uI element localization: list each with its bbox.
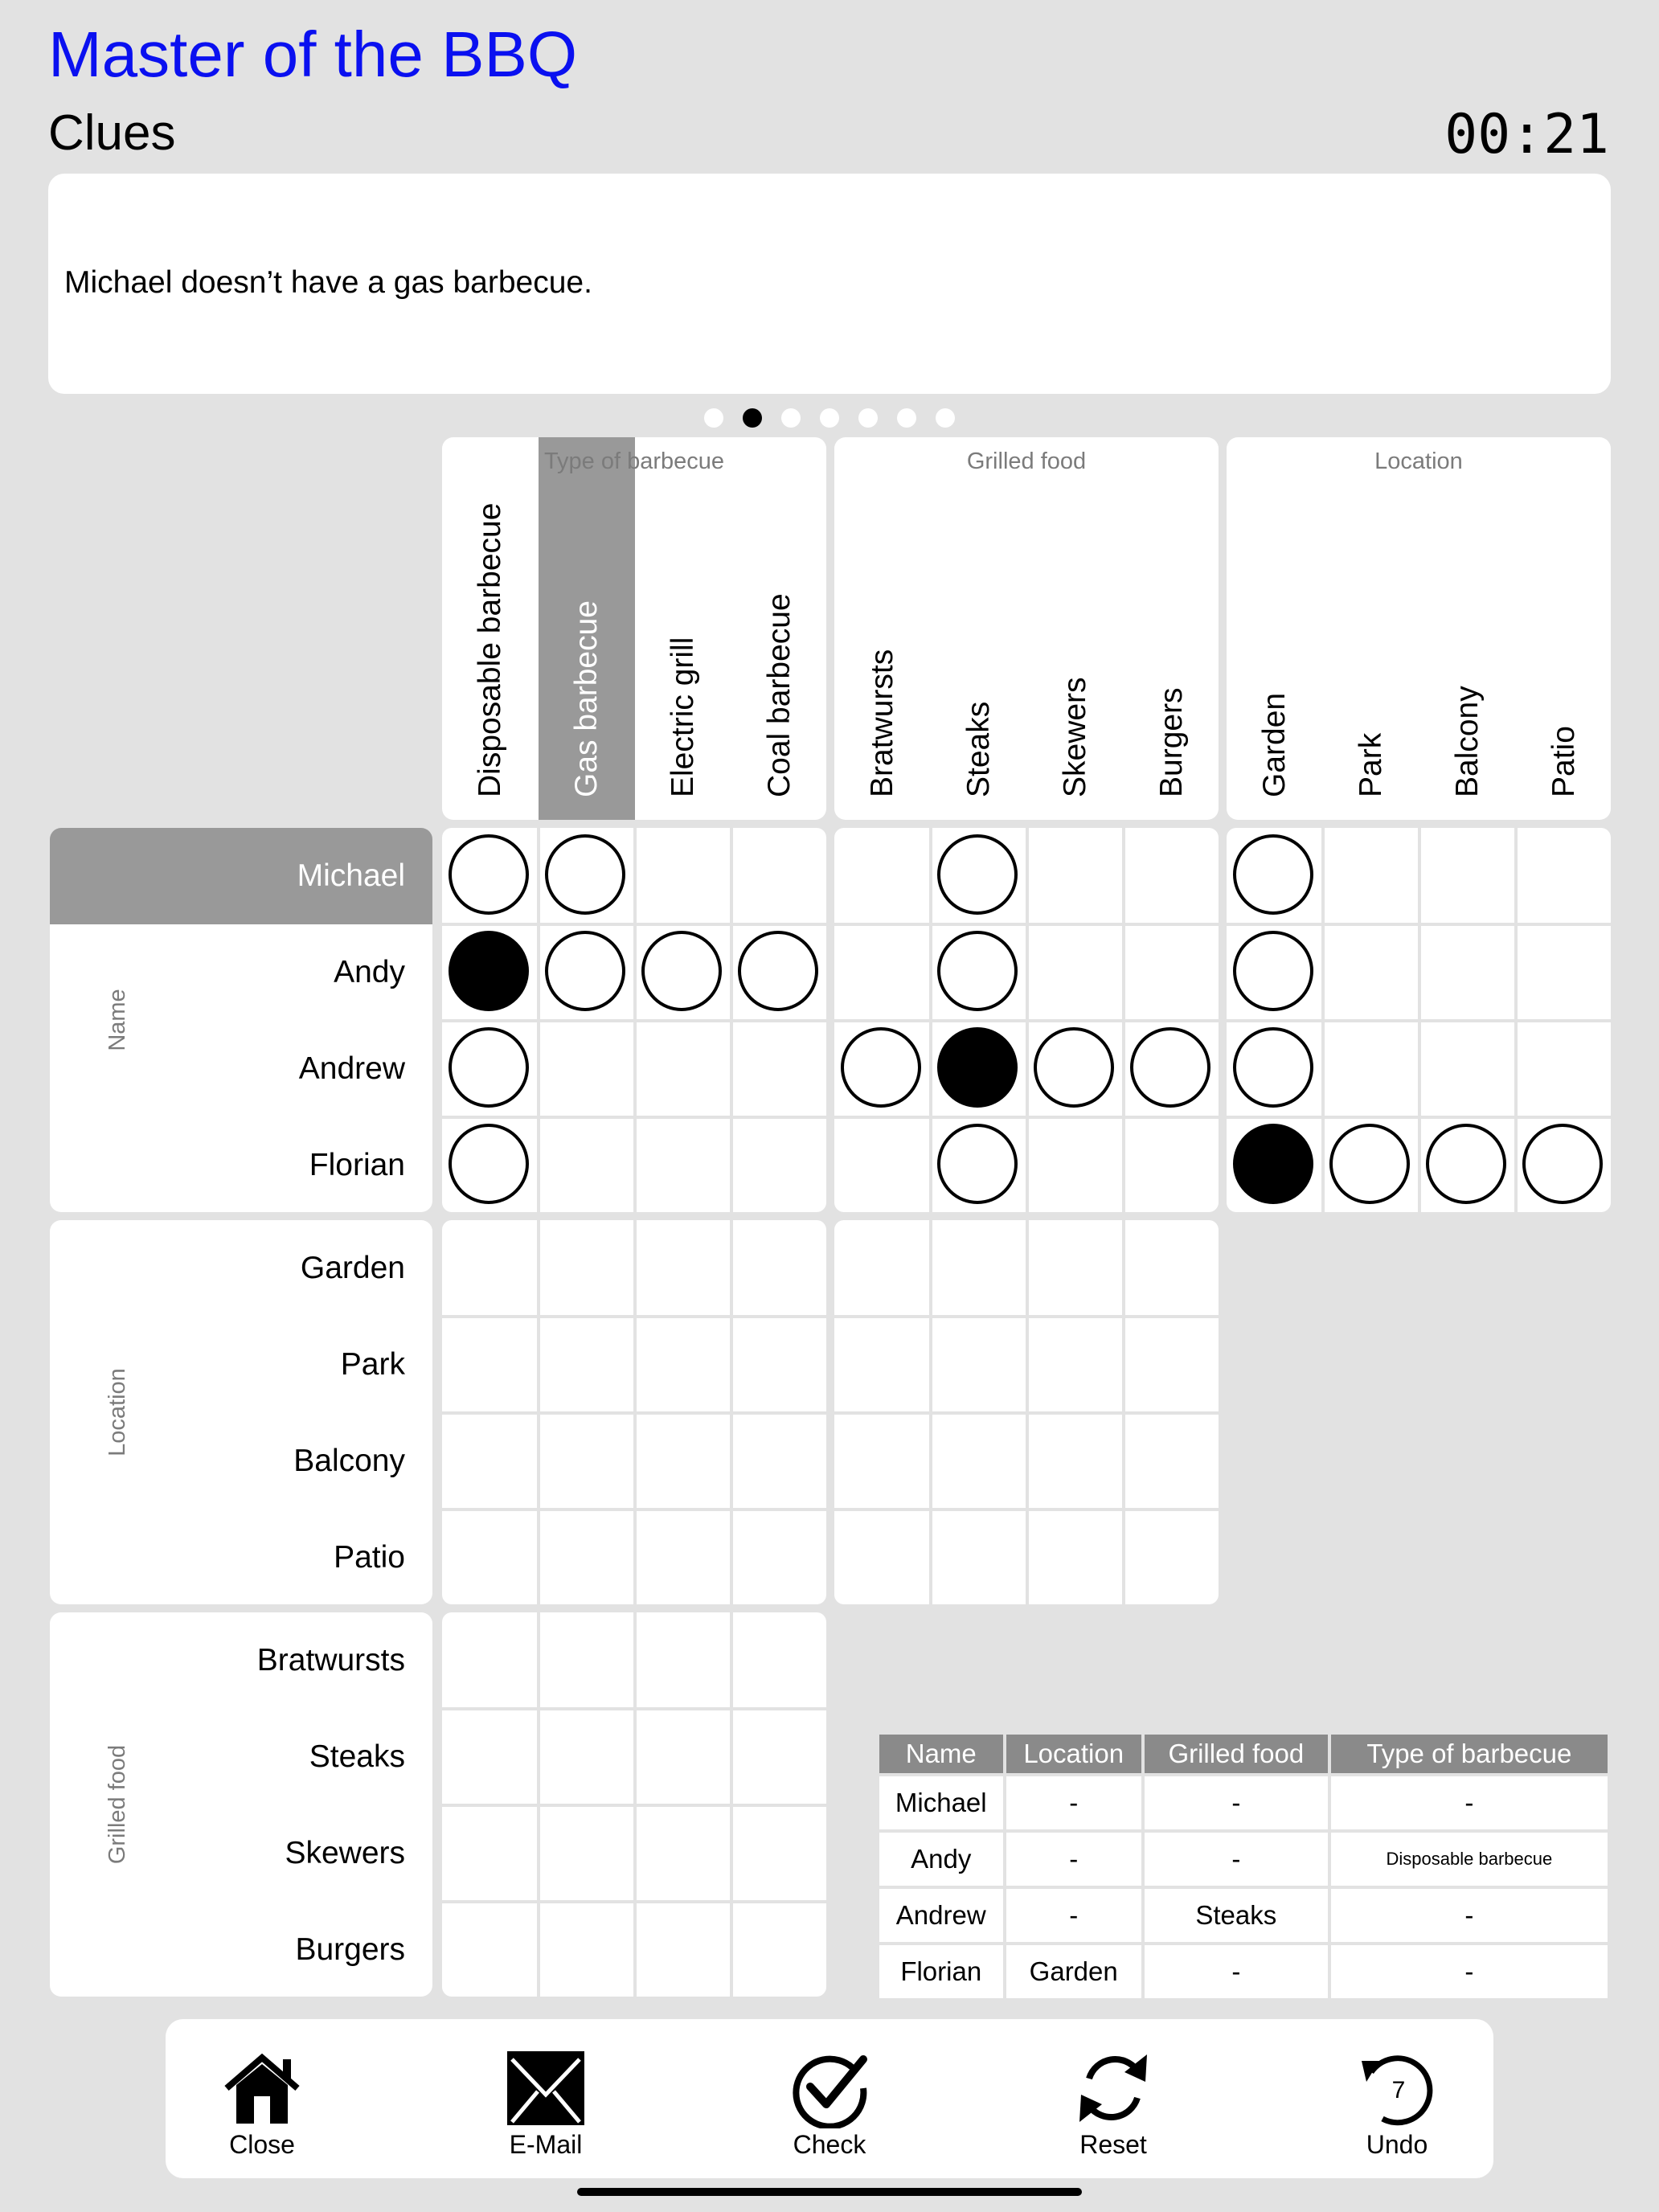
grid-cell[interactable] — [539, 1902, 635, 1997]
empty-circle-mark — [1233, 1027, 1313, 1108]
row-label: Andy — [334, 955, 405, 989]
grid-cell[interactable] — [1323, 1117, 1419, 1212]
email-button[interactable] — [465, 2048, 626, 2160]
grid-cell[interactable] — [442, 828, 539, 924]
grid-cell[interactable] — [635, 828, 731, 924]
grid-line — [1514, 828, 1518, 1212]
empty-circle-mark — [449, 1124, 529, 1204]
empty-circle-mark — [841, 1027, 921, 1108]
empty-circle-mark — [449, 834, 529, 915]
grid-cell[interactable] — [635, 1317, 731, 1413]
grid-cell[interactable] — [834, 1509, 931, 1604]
grid-cell[interactable] — [1516, 1021, 1611, 1117]
clue-card[interactable] — [48, 174, 1611, 394]
grid-line — [730, 828, 733, 1212]
column-header-bratwursts[interactable] — [834, 437, 931, 820]
grid-cell[interactable] — [1227, 828, 1323, 924]
grid-cell[interactable] — [1027, 924, 1124, 1021]
grid-name-type — [442, 828, 826, 1212]
summary-header: Location — [1006, 1735, 1141, 1773]
grid-cell[interactable] — [731, 1021, 826, 1117]
grid-line — [834, 1019, 1219, 1022]
grid-cell[interactable] — [1027, 1317, 1124, 1413]
undo-count: 7 — [1391, 2077, 1406, 2103]
grid-cell[interactable] — [731, 1117, 826, 1212]
empty-circle-mark — [1034, 1027, 1114, 1108]
summary-header: Grilled food — [1145, 1735, 1328, 1773]
grid-cell[interactable] — [539, 1509, 635, 1604]
grid-cell[interactable] — [1027, 1117, 1124, 1212]
summary-cell: Garden — [1006, 1945, 1141, 1998]
summary-cell: - — [1006, 1833, 1141, 1886]
row-label: Andrew — [298, 1051, 405, 1086]
grid-cell[interactable] — [635, 1413, 731, 1509]
grid-cell[interactable] — [931, 1509, 1027, 1604]
row-label: Patio — [334, 1540, 405, 1575]
grid-cell[interactable] — [1227, 1117, 1323, 1212]
group-title-location: Location — [1374, 449, 1463, 474]
grid-cell[interactable] — [931, 1317, 1027, 1413]
row-header-bratwursts[interactable] — [50, 1612, 432, 1709]
grid-cell[interactable] — [1124, 1117, 1219, 1212]
grid-cell[interactable] — [539, 1709, 635, 1805]
grid-cell[interactable] — [1124, 1021, 1219, 1117]
grid-cell[interactable] — [442, 1612, 539, 1709]
grid-cell[interactable] — [1516, 828, 1611, 924]
grid-cell[interactable] — [539, 1317, 635, 1413]
grid-line — [1122, 828, 1125, 1212]
row-header-burgers[interactable] — [50, 1902, 432, 1997]
pager-dot[interactable] — [743, 408, 762, 428]
column-header-electric-grill[interactable] — [635, 437, 731, 820]
grid-cell[interactable] — [1124, 1317, 1219, 1413]
pager-dot[interactable] — [936, 408, 955, 428]
grid-name-location — [1227, 828, 1611, 1212]
grid-cell[interactable] — [731, 924, 826, 1021]
grid-location-type — [442, 1220, 826, 1604]
grid-cell[interactable] — [1027, 1509, 1124, 1604]
row-header-patio[interactable] — [50, 1509, 432, 1604]
group-title-name: Name — [104, 989, 130, 1051]
grid-cell[interactable] — [834, 828, 931, 924]
column-label: Patio — [1546, 726, 1581, 797]
empty-circle-mark — [1426, 1124, 1506, 1204]
column-header-skewers[interactable] — [1027, 437, 1124, 820]
column-label: Gas barbecue — [569, 600, 604, 797]
pager-dot[interactable] — [897, 408, 916, 428]
grid-line — [1227, 1116, 1611, 1119]
empty-circle-mark — [641, 931, 722, 1011]
column-header-disposable-barbecue[interactable] — [442, 437, 539, 820]
check-button[interactable] — [749, 2048, 910, 2160]
row-label: Garden — [300, 1251, 405, 1285]
column-header-coal-barbecue[interactable] — [731, 437, 826, 820]
empty-circle-mark — [1522, 1124, 1603, 1204]
grid-cell[interactable] — [539, 1021, 635, 1117]
grid-cell[interactable] — [1419, 828, 1516, 924]
row-label: Bratwursts — [256, 1643, 405, 1677]
grid-cell[interactable] — [539, 1612, 635, 1709]
row-label: Florian — [309, 1148, 405, 1182]
grid-cell[interactable] — [1323, 924, 1419, 1021]
summary-row — [879, 1833, 1608, 1886]
grid-cell[interactable] — [539, 1413, 635, 1509]
row-header-garden[interactable] — [50, 1220, 432, 1317]
grid-line — [730, 1220, 733, 1604]
grid-cell[interactable] — [1516, 1117, 1611, 1212]
empty-circle-mark — [1233, 931, 1313, 1011]
row-label: Burgers — [295, 1932, 405, 1967]
pager-dot[interactable] — [781, 408, 801, 428]
grid-line — [730, 1612, 733, 1997]
column-label: Bratwursts — [865, 649, 899, 797]
group-title-grilled-food: Grilled food — [966, 449, 1087, 474]
grid-cell[interactable] — [539, 924, 635, 1021]
empty-circle-mark — [545, 931, 625, 1011]
grid-cell[interactable] — [931, 1021, 1027, 1117]
row-label: Michael — [297, 858, 405, 893]
grid-line — [834, 1116, 1219, 1119]
summary-row — [879, 1889, 1608, 1942]
grid-line — [442, 1116, 826, 1119]
grid-name-food — [834, 828, 1219, 1212]
grid-cell[interactable] — [834, 1317, 931, 1413]
grid-line — [442, 1508, 826, 1511]
column-header-patio[interactable] — [1516, 437, 1611, 820]
grid-cell[interactable] — [731, 1509, 826, 1604]
summary-cell: Steaks — [1145, 1889, 1328, 1942]
grid-cell[interactable] — [1124, 924, 1219, 1021]
grid-cell[interactable] — [635, 924, 731, 1021]
filled-circle-mark — [937, 1027, 1018, 1108]
row-label: Balcony — [293, 1444, 405, 1478]
grid-cell[interactable] — [731, 1805, 826, 1902]
grid-cell[interactable] — [731, 1709, 826, 1805]
grid-cell[interactable] — [1323, 1021, 1419, 1117]
grid-line — [834, 1411, 1219, 1415]
summary-cell: Andy — [879, 1833, 1003, 1886]
grid-cell[interactable] — [834, 1021, 931, 1117]
summary-cell: - — [1331, 1776, 1608, 1829]
summary-cell: - — [1145, 1776, 1328, 1829]
grid-cell[interactable] — [442, 1220, 539, 1317]
grid-cell[interactable] — [539, 828, 635, 924]
summary-cell: Andrew — [879, 1889, 1003, 1942]
grid-cell[interactable] — [442, 1902, 539, 1997]
row-header-location — [50, 1220, 432, 1604]
grid-cell[interactable] — [1027, 1021, 1124, 1117]
row-label: Steaks — [309, 1739, 405, 1774]
grid-cell[interactable] — [731, 1413, 826, 1509]
summary-header: Type of barbecue — [1331, 1735, 1608, 1773]
close-button[interactable] — [182, 2048, 342, 2160]
grid-cell[interactable] — [442, 1317, 539, 1413]
grid-cell[interactable] — [1419, 1117, 1516, 1212]
empty-circle-mark — [1329, 1124, 1410, 1204]
grid-cell[interactable] — [442, 1413, 539, 1509]
grid-cell[interactable] — [635, 1509, 731, 1604]
empty-circle-mark — [1130, 1027, 1210, 1108]
grid-cell[interactable] — [1124, 828, 1219, 924]
home-icon — [220, 2048, 304, 2128]
grid-cell[interactable] — [1027, 1413, 1124, 1509]
empty-circle-mark — [937, 1124, 1018, 1204]
summary-header: Name — [879, 1735, 1003, 1773]
clue-text: Michael doesn’t have a gas barbecue. — [64, 265, 592, 300]
undo-button[interactable] — [1317, 2048, 1477, 2160]
grid-cell[interactable] — [442, 1509, 539, 1604]
undo-label: Undo — [1366, 2130, 1428, 2159]
check-label: Check — [793, 2130, 866, 2159]
timer: 00:21 — [1444, 103, 1609, 166]
summary-cell: - — [1331, 1889, 1608, 1942]
summary-row — [879, 1776, 1608, 1829]
empty-circle-mark — [1233, 834, 1313, 915]
column-header-garden[interactable] — [1227, 437, 1323, 820]
grid-cell[interactable] — [834, 1117, 931, 1212]
summary-table — [876, 1731, 1611, 2001]
column-label: Balcony — [1450, 686, 1485, 797]
grid-location-food — [834, 1220, 1219, 1604]
column-label: Burgers — [1154, 687, 1189, 797]
summary-cell: - — [1006, 1889, 1141, 1942]
pager-dot[interactable] — [820, 408, 839, 428]
filled-circle-mark — [449, 931, 529, 1011]
grid-cell[interactable] — [1419, 1021, 1516, 1117]
bottom-toolbar — [166, 2019, 1493, 2178]
empty-circle-mark — [937, 931, 1018, 1011]
grid-line — [442, 1804, 826, 1807]
column-label: Skewers — [1058, 677, 1092, 797]
grid-cell[interactable] — [1227, 924, 1323, 1021]
grid-cell[interactable] — [539, 1117, 635, 1212]
undo-icon — [1355, 2048, 1439, 2128]
grid-cell[interactable] — [731, 1220, 826, 1317]
summary-cell: - — [1145, 1945, 1328, 1998]
grid-cell[interactable] — [442, 1709, 539, 1805]
grid-cell[interactable] — [635, 1021, 731, 1117]
grid-cell[interactable] — [635, 1805, 731, 1902]
row-header-grilled-food — [50, 1612, 432, 1997]
clue-pager[interactable] — [0, 408, 1659, 429]
group-title-location-rows: Location — [104, 1368, 130, 1456]
column-label: Park — [1354, 732, 1388, 797]
grid-cell[interactable] — [1027, 1220, 1124, 1317]
grid-cell[interactable] — [1323, 828, 1419, 924]
grid-cell[interactable] — [931, 1220, 1027, 1317]
grid-cell[interactable] — [635, 1220, 731, 1317]
grid-cell[interactable] — [442, 1805, 539, 1902]
checkmark-circle-icon — [788, 2048, 871, 2128]
email-label: E-Mail — [509, 2130, 583, 2159]
summary-cell: Florian — [879, 1945, 1003, 1998]
grid-line — [442, 1019, 826, 1022]
grid-cell[interactable] — [731, 828, 826, 924]
grid-cell[interactable] — [1124, 1220, 1219, 1317]
group-title-grilled-food-rows: Grilled food — [104, 1744, 130, 1865]
grid-cell[interactable] — [931, 828, 1027, 924]
column-header-balcony[interactable] — [1419, 437, 1516, 820]
column-label: Coal barbecue — [762, 593, 797, 797]
refresh-icon — [1071, 2048, 1155, 2128]
column-header-grilled-food — [834, 437, 1219, 820]
grid-cell[interactable] — [731, 1317, 826, 1413]
summary-cell: - — [1331, 1945, 1608, 1998]
grid-cell[interactable] — [1516, 924, 1611, 1021]
grid-cell[interactable] — [539, 1220, 635, 1317]
grid-cell[interactable] — [539, 1805, 635, 1902]
grid-cell[interactable] — [834, 1413, 931, 1509]
grid-cell[interactable] — [442, 1117, 539, 1212]
column-label: Steaks — [961, 701, 996, 797]
reset-button[interactable] — [1033, 2048, 1194, 2160]
grid-line — [834, 1508, 1219, 1511]
summary-cell: Disposable barbecue — [1331, 1833, 1608, 1886]
grid-food-type — [442, 1612, 826, 1997]
column-header-gas-barbecue[interactable] — [539, 437, 635, 820]
grid-line — [442, 1900, 826, 1903]
row-label: Park — [340, 1347, 405, 1382]
grid-cell[interactable] — [931, 1117, 1027, 1212]
group-title-type-of-barbecue: Type of barbecue — [543, 449, 725, 474]
grid-cell[interactable] — [1227, 1021, 1323, 1117]
close-label: Close — [229, 2130, 295, 2159]
pager-dot[interactable] — [858, 408, 878, 428]
grid-cell[interactable] — [931, 924, 1027, 1021]
column-header-burgers[interactable] — [1124, 437, 1219, 820]
empty-circle-mark — [937, 834, 1018, 915]
column-header-steaks[interactable] — [931, 437, 1027, 820]
column-header-type-of-barbecue — [442, 437, 826, 820]
row-header-name — [50, 828, 432, 1212]
grid-cell[interactable] — [635, 1612, 731, 1709]
grid-line — [442, 1411, 826, 1415]
grid-cell[interactable] — [731, 1612, 826, 1709]
row-header-michael[interactable] — [50, 828, 432, 924]
empty-circle-mark — [545, 834, 625, 915]
grid-cell[interactable] — [1124, 1509, 1219, 1604]
grid-cell[interactable] — [1419, 924, 1516, 1021]
column-header-location — [1227, 437, 1611, 820]
grid-cell[interactable] — [731, 1902, 826, 1997]
empty-circle-mark — [738, 931, 818, 1011]
summary-cell: - — [1006, 1776, 1141, 1829]
grid-cell[interactable] — [1027, 828, 1124, 924]
summary-cell: Michael — [879, 1776, 1003, 1829]
home-indicator[interactable] — [577, 2188, 1082, 2196]
summary-row — [879, 1945, 1608, 1998]
grid-cell[interactable] — [635, 1117, 731, 1212]
grid-cell[interactable] — [442, 924, 539, 1021]
empty-circle-mark — [449, 1027, 529, 1108]
puzzle-title: Master of the BBQ — [48, 18, 578, 90]
pager-dot[interactable] — [704, 408, 723, 428]
grid-cell[interactable] — [442, 1021, 539, 1117]
grid-line — [1227, 1019, 1611, 1022]
grid-cell[interactable] — [834, 1220, 931, 1317]
grid-cell[interactable] — [635, 1709, 731, 1805]
reset-label: Reset — [1079, 2130, 1147, 2159]
grid-line — [1122, 1220, 1125, 1604]
column-label: Garden — [1257, 692, 1292, 797]
clues-heading: Clues — [48, 105, 176, 161]
summary-cell: - — [1145, 1833, 1328, 1886]
grid-cell[interactable] — [635, 1902, 731, 1997]
row-header-florian[interactable] — [50, 1117, 432, 1212]
grid-cell[interactable] — [931, 1413, 1027, 1509]
column-label: Disposable barbecue — [473, 502, 507, 797]
grid-cell[interactable] — [1124, 1413, 1219, 1509]
envelope-icon — [504, 2048, 588, 2128]
filled-circle-mark — [1233, 1124, 1313, 1204]
grid-cell[interactable] — [834, 924, 931, 1021]
row-label: Skewers — [285, 1836, 405, 1870]
column-header-park[interactable] — [1323, 437, 1419, 820]
column-label: Electric grill — [666, 637, 700, 797]
